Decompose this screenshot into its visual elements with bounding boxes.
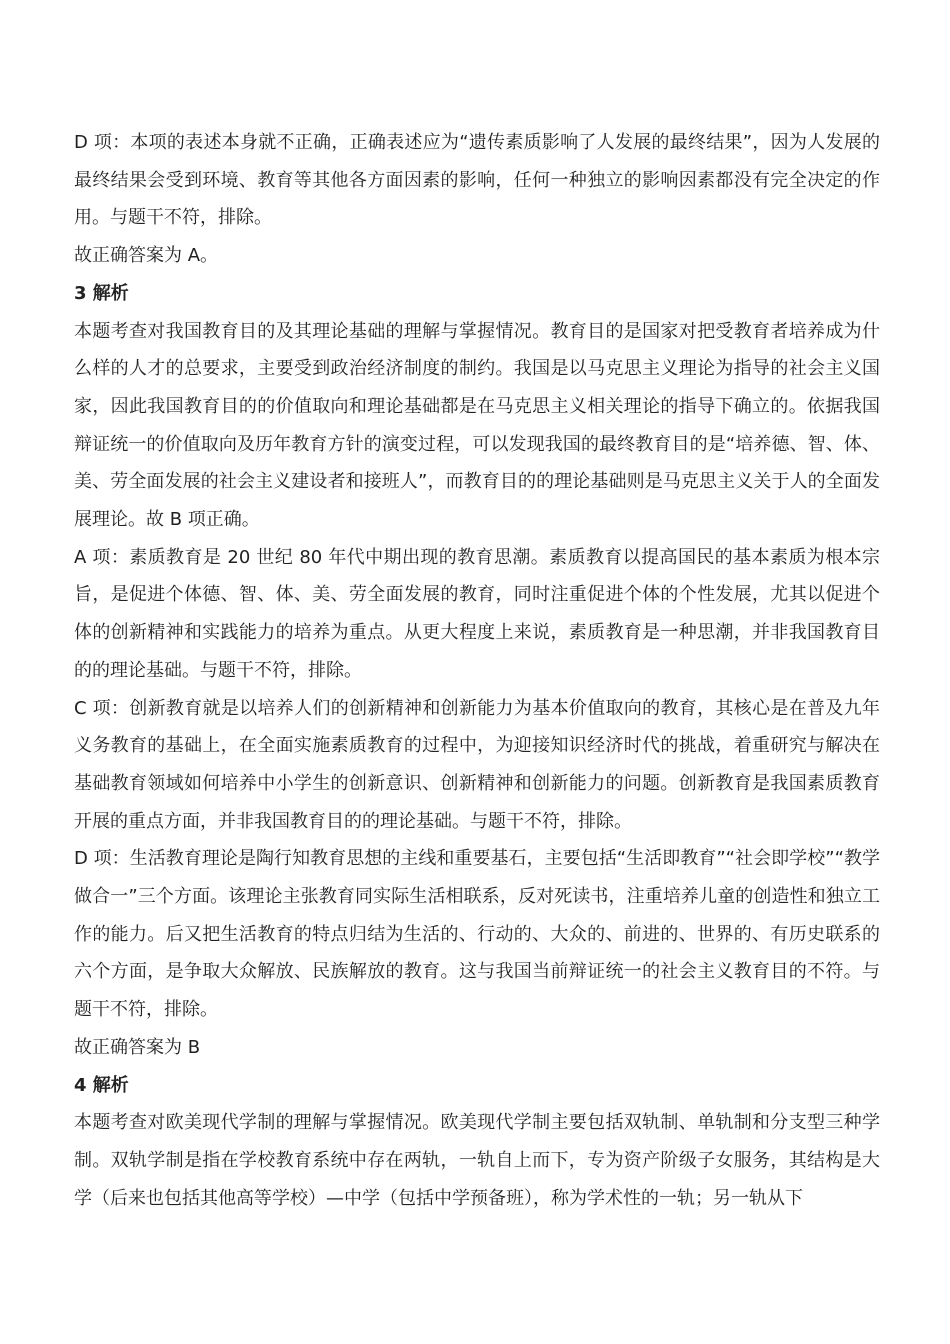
option-c-explanation-q3: C 项：创新教育就是以培养人们的创新精神和创新能力为基本价值取向的教育，其核心是在普及九年义务教育的基础上，在全面实施素质教育的过程中，为迎接知识经济时代的挑战，着重研究与解决在基础教育领域如何培养中小学生的创新意识、创新精神和创新能力的问题。创新教育是我国素质教育开展的重点方面，并非我国教育目的的理论基础。与题干不符，排除。: [74, 697, 880, 832]
heading-q3-analysis: 3 解析: [74, 282, 129, 304]
option-d-explanation-q3: D 项：生活教育理论是陶行知教育思想的主线和重要基石，主要包括“生活即教育”“社会即学校”“教学做合一”三个方面。该理论主张教育同实际生活相联系，反对死读书，注重培养儿童的创造性和独立工作的能力。后又把生活教育的特点归结为生活的、行动的、大众的、前进的、世界的、有历史联系的六个方面，是争取大众解放、民族解放的教育。这与我国当前辩证统一的社会主义教育目的不符。与题干不符，排除。: [74, 848, 880, 1021]
heading-q4-analysis: 4 解析: [74, 1074, 129, 1096]
option-d-explanation-q2: D 项：本项的表述本身就不正确，正确表述应为“遗传素质影响了人发展的最终结果”，因为人发展的最终结果会受到环境、教育等其他各方面因素的影响，任何一种独立的影响因素都没有完全决定的作用。与题干不符，排除。: [74, 132, 880, 229]
answer-q3: 故正确答案为 B: [74, 1036, 201, 1058]
answer-q2: 故正确答案为 A。: [74, 245, 219, 267]
q3-intro-paragraph: 本题考查对我国教育目的及其理论基础的理解与掌握情况。教育目的是国家对把受教育者培养成为什么样的人才的总要求，主要受到政治经济制度的制约。我国是以马克思主义理论为指导的社会主义国家，因此我国教育目的的价值取向和理论基础都是在马克思主义相关理论的指导下确立的。依据我国辩证统一的价值取向及历年教育方针的演变过程，可以发现我国的最终教育目的是“培养德、智、体、美、劳全面发展的社会主义建设者和接班人”，而教育目的的理论基础则是马克思主义关于人的全面发展理论。故 B 项正确。: [74, 320, 880, 531]
option-a-explanation-q3: A 项：素质教育是 20 世纪 80 年代中期出现的教育思潮。素质教育以提高国民的基本素质为根本宗旨，是促进个体德、智、体、美、劳全面发展的教育，同时注重促进个体的个性发展，尤其以促进个体的创新精神和实践能力的培养为重点。从更大程度上来说，素质教育是一种思潮，并非我国教育目的的理论基础。与题干不符，排除。: [74, 546, 880, 681]
q4-intro-paragraph: 本题考查对欧美现代学制的理解与掌握情况。欧美现代学制主要包括双轨制、单轨制和分支型三种学制。双轨学制是指在学校教育系统中存在两轨，一轨自上而下，专为资产阶级子女服务，其结构是大学（后来也包括其他高等学校）—中学（包括中学预备班），称为学术性的一轨；另一轨从下: [74, 1112, 880, 1209]
document-body: [74, 124, 880, 1217]
